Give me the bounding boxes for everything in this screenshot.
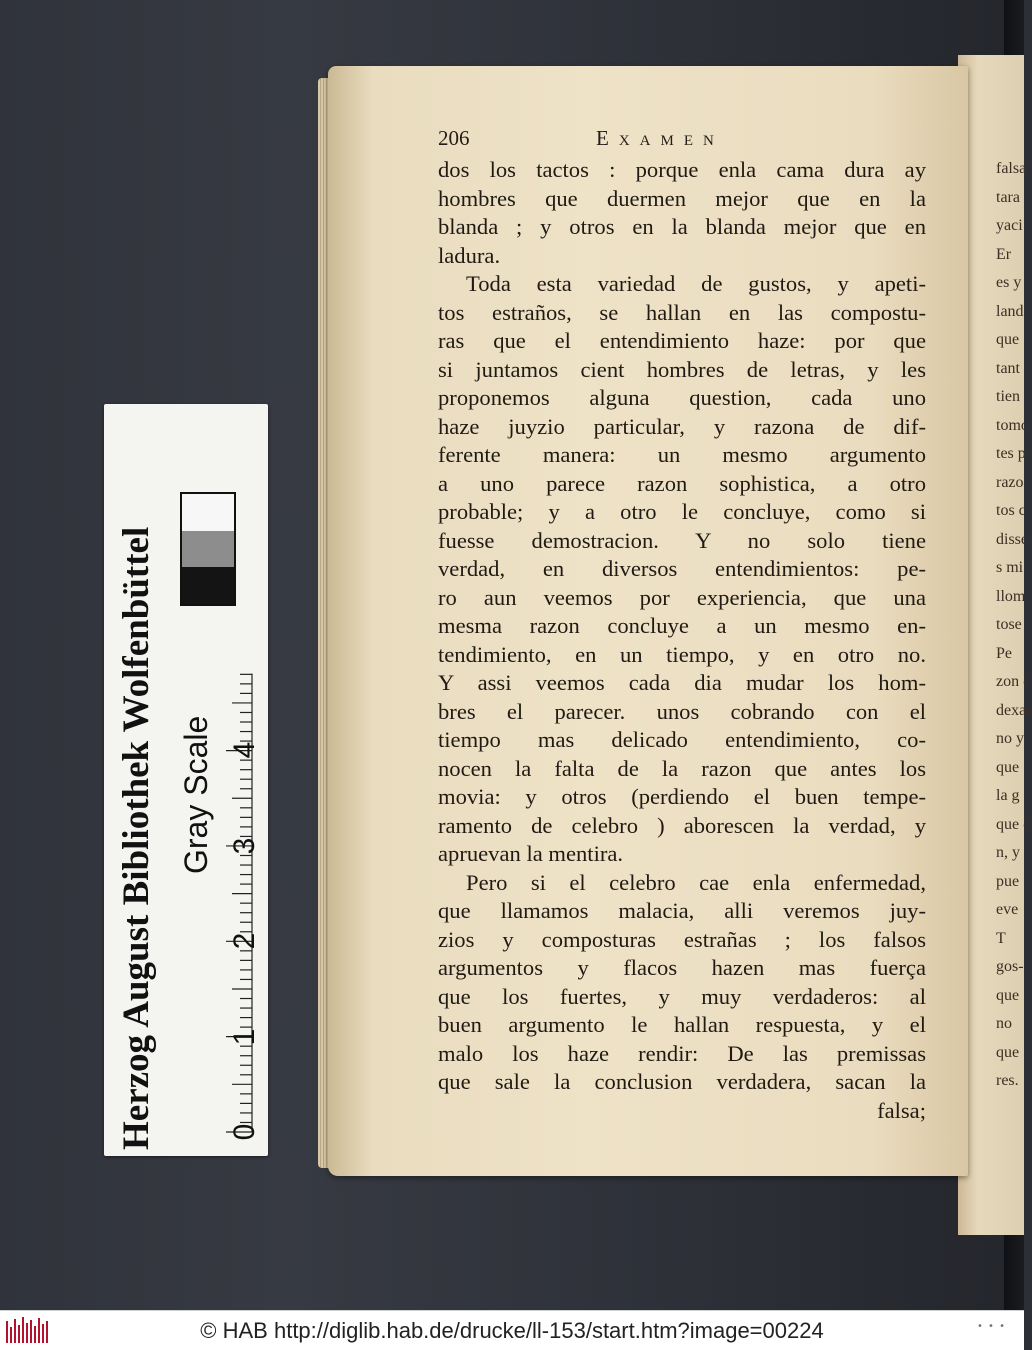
text-line: bres el parecer. unos cobrando con el: [438, 698, 926, 724]
text-line: Y assi veemos cada dia mudar los hom-: [438, 670, 926, 695]
text-line: probable; y a otro le concluye, como si: [438, 499, 926, 524]
text-line: movia: y otros (perdiendo el buen tempe-: [438, 784, 926, 809]
text-line: verdad, en diversos entendimientos: pe-: [438, 556, 926, 581]
adjacent-fragment: no: [996, 1015, 1012, 1032]
text-line: tendimiento, en un tiempo, y en otro no.: [438, 641, 926, 667]
adjacent-fragment: tant: [996, 359, 1020, 377]
adjacent-fragment: tara: [996, 188, 1020, 206]
adjacent-fragment: land: [996, 302, 1024, 320]
text-line: a uno parece razon sophistica, a otro: [438, 470, 926, 496]
adjacent-fragment: que: [996, 986, 1020, 1004]
text-line: ladura.: [438, 242, 501, 268]
text-line: mesma razon concluye a un mesmo en-: [438, 613, 926, 638]
footer-dots: • • •: [976, 1321, 1006, 1332]
adjacent-fragment: llom: [996, 587, 1026, 605]
adjacent-fragment: s mi: [996, 559, 1024, 576]
running-title: Examen: [596, 126, 724, 150]
text-line: zios y composturas estrañas ; los falsos: [438, 926, 926, 952]
ruler-number: 4: [228, 741, 261, 759]
adjacent-fragment: pue: [996, 872, 1020, 890]
text-line: que llamamos malacia, alli veremos juy-: [438, 898, 926, 923]
text-line: ro aun veemos por experiencia, que una: [438, 584, 926, 610]
text-line: que sale la conclusion verdadera, sacan la: [438, 1069, 926, 1094]
adjacent-fragment: tien: [996, 388, 1020, 405]
copyright-link[interactable]: © HAB http://diglib.hab.de/drucke/ll-153/start.htm?image=00224: [200, 1318, 824, 1343]
adjacent-fragment: tes p: [996, 445, 1026, 462]
adjacent-fragment: no y: [996, 730, 1024, 747]
adjacent-fragment: falsa: [996, 160, 1027, 177]
adjacent-fragment: Er: [996, 245, 1012, 263]
adjacent-fragment: que: [996, 331, 1020, 348]
text-line: falsa;: [877, 1097, 926, 1123]
gray-scale-card: [104, 404, 268, 1156]
adjacent-fragment: disse: [996, 530, 1028, 548]
ruler-number: 1: [228, 1028, 261, 1045]
adjacent-fragment: dexar: [996, 701, 1032, 719]
text-line: ramento de celebro ) aborescen la verdad, y: [438, 812, 926, 838]
ruler-number: 0: [228, 1123, 261, 1141]
text-line: ferente manera: un mesmo argumento: [438, 442, 926, 467]
text-line: apruevan la mentira.: [438, 841, 624, 866]
text-line: haze juyzio particular, y razona de dif-: [438, 413, 926, 439]
adjacent-fragment: que: [996, 1043, 1020, 1061]
text-line: ras que el entendimiento haze: por que: [438, 328, 926, 353]
text-line: malo los haze rendir: De las premissas: [438, 1040, 926, 1066]
text-line: Pero si el celebro cae enla enfermedad,: [466, 869, 926, 895]
gray-scale-label: Gray Scale: [178, 715, 214, 874]
footer-bar: [0, 1310, 1024, 1350]
text-line: tos estraños, se hallan en las compostu-: [438, 299, 926, 325]
adjacent-fragment: res.: [996, 1072, 1019, 1089]
text-line: que los fuertes, y muy verdaderos: al: [438, 983, 926, 1009]
text-line: argumentos y flacos hazen mas fuerça: [438, 955, 926, 980]
adjacent-fragment: que: [996, 758, 1020, 776]
library-name: Herzog August Bibliothek Wolfenbüttel: [116, 526, 157, 1150]
page-text: [438, 156, 926, 1125]
adjacent-fragment: razo: [996, 473, 1024, 491]
page-number: 206: [438, 126, 470, 150]
text-line: si juntamos cient hombres de letras, y les: [438, 356, 926, 382]
adjacent-fragment: yaci: [996, 217, 1023, 234]
adjacent-fragment: que c: [996, 815, 1031, 833]
adjacent-fragment: Pe: [996, 644, 1012, 662]
adjacent-fragment: es y: [996, 274, 1022, 291]
ruler-number: 3: [228, 837, 261, 854]
running-head: [438, 126, 858, 156]
text-line: fuesse demostracion. Y no solo tiene: [438, 527, 926, 553]
adjacent-fragment: tomo: [996, 416, 1029, 434]
adjacent-fragment: zon c: [996, 673, 1031, 690]
text-line: Toda esta variedad de gustos, y apeti-: [466, 271, 926, 296]
text-line: tiempo mas delicado entendimiento, co-: [438, 727, 926, 752]
text-line: buen argumento le hallan respuesta, y el: [438, 1012, 926, 1037]
adjacent-fragment: tos c: [996, 502, 1026, 519]
text-line: nocen la falta de la razon que antes los: [438, 755, 926, 781]
adjacent-fragment: la g: [996, 787, 1020, 804]
adjacent-fragment: eve: [996, 901, 1019, 918]
adjacent-fragment: n, y: [996, 844, 1020, 861]
ruler-number: 2: [228, 932, 261, 950]
adjacent-fragment: gos-: [996, 958, 1024, 975]
adjacent-fragment: tose: [996, 616, 1022, 633]
text-line: blanda ; y otros en la blanda mejor que en: [438, 214, 926, 239]
text-line: hombres que duermen mejor que en la: [438, 185, 926, 211]
text-line: proponemos alguna question, cada uno: [438, 385, 926, 410]
text-line: dos los tactos : porque enla cama dura ay: [438, 157, 926, 182]
adjacent-fragment: T: [996, 929, 1006, 947]
